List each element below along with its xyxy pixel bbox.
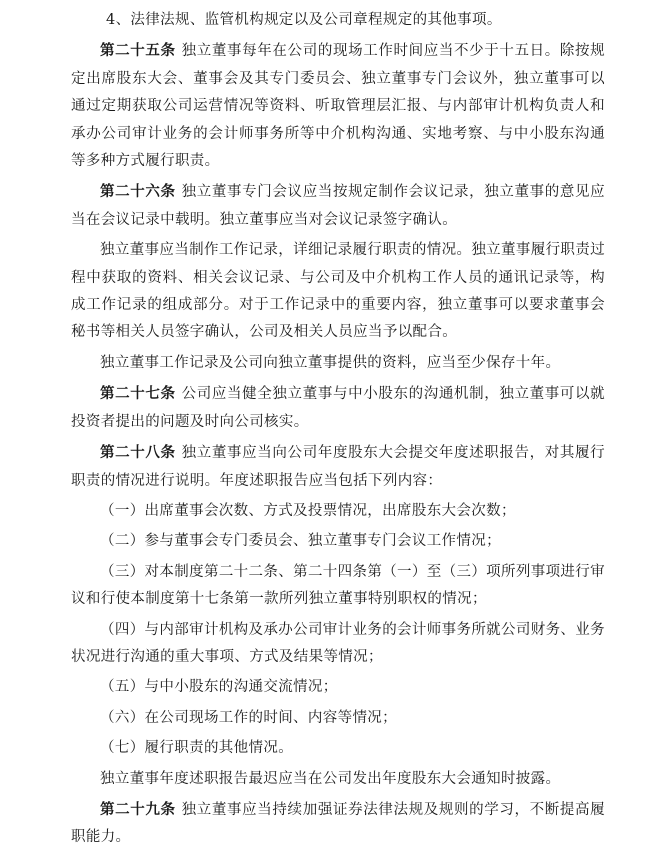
list-item bbox=[71, 674, 605, 701]
list-item bbox=[71, 735, 605, 762]
paragraph-text: 公司应当健全独立董事与中小股东的沟通机制，独立董事可以就投资者提出的问题及时向公司核实。 bbox=[71, 386, 605, 430]
list-item bbox=[71, 528, 605, 555]
list-item bbox=[71, 705, 605, 732]
paragraph bbox=[71, 178, 605, 234]
article-number: 第二十九条 bbox=[100, 800, 176, 818]
paragraph-text: （五）与中小股东的沟通交流情况； bbox=[100, 679, 338, 696]
paragraph-text: 独立董事年度述职报告最迟应当在公司发出年度股东大会通知时披露。 bbox=[100, 770, 561, 787]
paragraph bbox=[71, 6, 605, 34]
paragraph-text: （四）与内部审计机构及承办公司审计业务的会计师事务所就公司财务、业务状况进行沟通的重大事项、方式及结果等情况； bbox=[71, 621, 605, 665]
paragraph-text: （二）参与董事会专门委员会、独立董事专门会议工作情况； bbox=[100, 533, 501, 550]
paragraph-text: 独立董事专门会议应当按规定制作会议记录，独立董事的意见应当在会议记录中载明。独立董事应当对会议记录签字确认。 bbox=[71, 184, 605, 228]
paragraph-text: 独立董事应当向公司年度股东大会提交年度述职报告，对其履行职责的情况进行说明。年度述职报告应当包括下列内容： bbox=[71, 445, 605, 489]
paragraph-text: 独立董事每年在公司的现场工作时间应当不少于十五日。除按规定出席股东大会、董事会及其专门委员会、独立董事专门会议外，独立董事可以通过定期获取公司运营情况等资料、听取管理层汇报、与内部审计机构负责人和承办公司审计业务的会计师事务所等中介机构沟通、实地考察、与中小股东沟通等多种方式履行职责。 bbox=[71, 43, 605, 170]
list-item bbox=[71, 617, 605, 672]
paragraph bbox=[71, 350, 605, 377]
list-item bbox=[71, 559, 605, 614]
article-number: 第二十六条 bbox=[100, 183, 176, 201]
article-number: 第二十七条 bbox=[100, 385, 176, 403]
paragraph-text: 独立董事应当持续加强证券法律法规及规则的学习，不断提高履职能力。 bbox=[71, 801, 605, 846]
paragraph-text: 独立董事应当制作工作记录，详细记录履行职责的情况。独立董事履行职责过程中获取的资料、相关会议记录、与公司及中介机构工作人员的通讯记录等，构成工作记录的组成部分。对于工作记录中的重要内容，独立董事可以要求董事会秘书等相关人员签字确认，公司及相关人员应当予以配合。 bbox=[71, 242, 605, 341]
paragraph bbox=[71, 439, 605, 495]
paragraph-text: 独立董事工作记录及公司向独立董事提供的资料，应当至少保存十年。 bbox=[100, 354, 561, 371]
paragraph-text: 4、法律法规、监管机构规定以及公司章程规定的其他事项。 bbox=[106, 12, 502, 28]
paragraph bbox=[71, 796, 605, 852]
paragraph-text: （三）对本制度第二十二条、第二十四条第（一）至（三）项所列事项进行审议和行使本制度第十七条第一款所列独立董事特别职权的情况； bbox=[71, 563, 605, 608]
paragraph bbox=[71, 237, 605, 347]
paragraph-text: （七）履行职责的其他情况。 bbox=[100, 740, 294, 757]
article-number: 第二十五条 bbox=[100, 42, 176, 60]
paragraph bbox=[71, 766, 605, 793]
paragraph-text: （六）在公司现场工作的时间、内容等情况； bbox=[100, 709, 397, 726]
paragraph bbox=[71, 380, 605, 436]
list-item bbox=[71, 498, 605, 525]
article-number: 第二十八条 bbox=[100, 444, 176, 462]
paragraph-text: （一）出席董事会次数、方式及投票情况，出席股东大会次数； bbox=[100, 502, 516, 519]
paragraph bbox=[71, 37, 605, 175]
